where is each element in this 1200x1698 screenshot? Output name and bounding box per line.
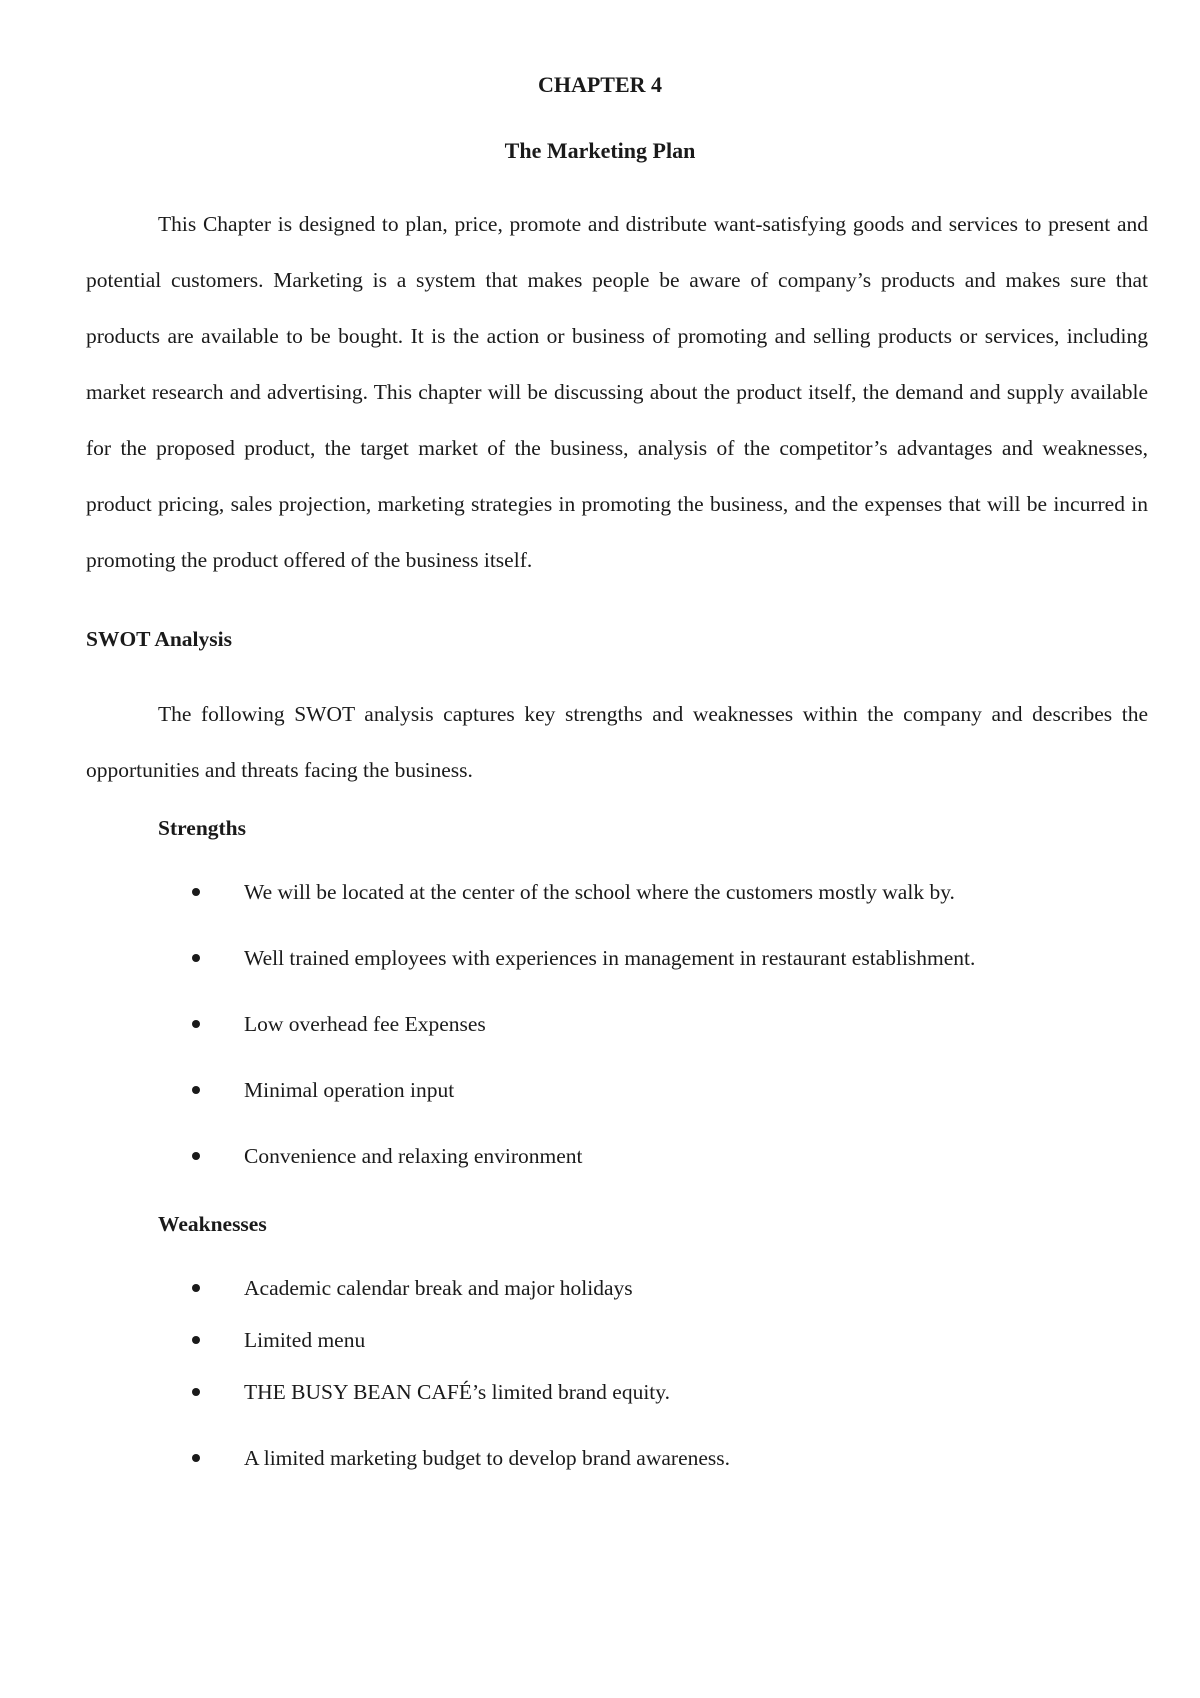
bullet-icon bbox=[192, 1388, 200, 1396]
strength-list-item bbox=[206, 943, 976, 973]
section-title: The Marketing Plan bbox=[504, 138, 696, 163]
bullet-icon bbox=[192, 1020, 200, 1028]
bullet-icon bbox=[192, 1454, 200, 1462]
bullet-icon bbox=[192, 888, 200, 896]
strength-list-item bbox=[206, 877, 955, 907]
strength-list-item bbox=[206, 1141, 583, 1171]
intro-paragraph-text: This Chapter is designed to plan, price, promote and distribute want-satisfying goods and services to present and potential customers. Marketing is a system that makes people be aware of company’s products and makes sure that products are available to be bought. It is the action or business of promoting and selling products or services, including market research and advertising. This chapter will be discussing about the product itself, the demand and supply available for the proposed product, the target market of the business, analysis of the competitor’s advantages and weaknesses, product pricing, sales projection, marketing strategies in promoting the business, and the expenses that will be incurred in promoting the product offered of the business itself. bbox=[86, 212, 1148, 572]
weakness-item-text: THE BUSY BEAN CAFÉ’s limited brand equity. bbox=[244, 1380, 671, 1404]
bullet-icon bbox=[192, 1086, 200, 1094]
strength-item-text: Minimal operation input bbox=[244, 1078, 455, 1102]
bullet-icon bbox=[192, 1152, 200, 1160]
bullet-icon bbox=[192, 1336, 200, 1344]
bullet-icon bbox=[192, 1284, 200, 1292]
strengths-heading: Strengths bbox=[158, 816, 247, 840]
strength-item-text: Well trained employees with experiences in management in restaurant establishment. bbox=[244, 946, 976, 970]
intro-paragraph bbox=[86, 196, 1148, 588]
strength-list-item bbox=[206, 1075, 455, 1105]
swot-heading: SWOT Analysis bbox=[86, 627, 232, 651]
weakness-item-text: A limited marketing budget to develop brand awareness. bbox=[244, 1446, 731, 1470]
weaknesses-heading: Weaknesses bbox=[158, 1212, 267, 1236]
weakness-list-item bbox=[206, 1443, 731, 1473]
weakness-list-item bbox=[206, 1273, 633, 1303]
weakness-list-item bbox=[206, 1377, 671, 1407]
weakness-item-text: Limited menu bbox=[244, 1328, 366, 1352]
strength-item-text: We will be located at the center of the school where the customers mostly walk by. bbox=[244, 880, 955, 904]
weakness-list-item bbox=[206, 1325, 366, 1355]
chapter-title: CHAPTER 4 bbox=[537, 72, 663, 97]
weakness-item-text: Academic calendar break and major holidays bbox=[244, 1276, 633, 1300]
swot-intro-paragraph bbox=[86, 686, 1148, 798]
strength-item-text: Convenience and relaxing environment bbox=[244, 1144, 583, 1168]
strength-list-item bbox=[206, 1009, 486, 1039]
strength-item-text: Low overhead fee Expenses bbox=[244, 1012, 486, 1036]
bullet-icon bbox=[192, 954, 200, 962]
swot-intro-text: The following SWOT analysis captures key strengths and weaknesses within the company and describes the opportunities and threats facing the business. bbox=[86, 702, 1148, 782]
